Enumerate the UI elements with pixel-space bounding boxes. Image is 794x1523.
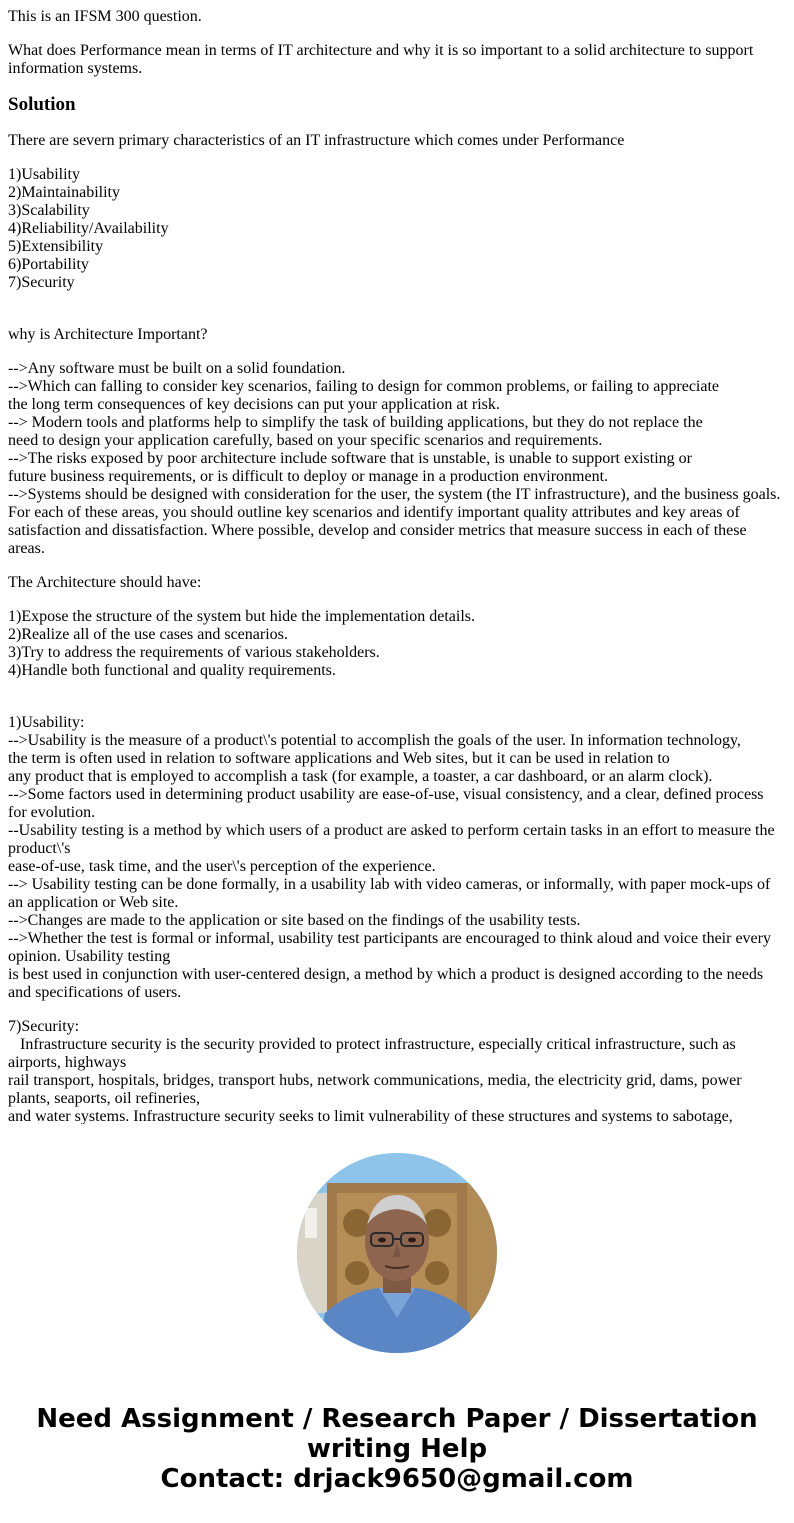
- list-item: --> Usability testing can be done formally, in a usability lab with video cameras, or informally, with paper mock-ups of an application or Web site.: [8, 876, 771, 911]
- why-heading: why is Architecture Important?: [8, 326, 208, 343]
- list-item: -->Changes are made to the application or site based on the findings of the usability tests.: [8, 912, 581, 929]
- question-intro: This is an IFSM 300 question.: [8, 8, 202, 25]
- list-item: -->The risks exposed by poor architecture include software that is unstable, is unable to support existing or: [8, 450, 692, 467]
- list-item: 3)Try to address the requirements of various stakeholders.: [8, 644, 380, 661]
- author-photo: [297, 1153, 497, 1353]
- usability-heading: 1)Usability:: [8, 714, 85, 731]
- promo-line: writing Help: [306, 1434, 488, 1464]
- question-text: What does Performance mean in terms of IT architecture and why it is so important to a solid architecture to support information systems.: [8, 42, 754, 77]
- list-item: 5)Extensibility: [8, 238, 104, 255]
- list-item: -->Which can falling to consider key scenarios, failing to design for common problems, or failing to appreciate: [8, 378, 720, 395]
- usability-section: [8, 714, 786, 1002]
- characteristics-list: [8, 166, 786, 310]
- list-item: 4)Reliability/Availability: [8, 220, 169, 237]
- blank-line: [8, 680, 786, 698]
- solution-intro: There are severn primary characteristics of an IT infrastructure which comes under Performance: [8, 132, 625, 149]
- list-item: any product that is employed to accomplish a task (for example, a toaster, a car dashboard, or an alarm clock).: [8, 768, 713, 785]
- security-section: [8, 1018, 786, 1124]
- promo-contact: Contact: drjack9650@gmail.com: [160, 1464, 634, 1494]
- list-item: need to design your application carefully, based on your specific scenarios and requirements.: [8, 432, 603, 449]
- list-item: 7)Security: [8, 274, 75, 291]
- list-item: --Usability testing is a method by which users of a product are asked to perform certain tasks in an effort to measure the product\'s: [8, 822, 775, 857]
- promo-banner: [0, 1404, 794, 1494]
- list-item: 4)Handle both functional and quality requirements.: [8, 662, 336, 679]
- list-item: rail transport, hospitals, bridges, transport hubs, network communications, media, the electricity grid, dams, power plants, seaports, oil refineries,: [8, 1072, 742, 1107]
- list-item: -->Any software must be built on a solid foundation.: [8, 360, 346, 377]
- promo-line: Need Assignment / Research Paper / Dissertation: [36, 1404, 758, 1434]
- should-heading: The Architecture should have:: [8, 574, 202, 591]
- list-item: is best used in conjunction with user-centered design, a method by which a product is designed according to the needs and specifications of users.: [8, 966, 764, 1001]
- list-item: 1)Usability: [8, 166, 80, 183]
- solution-heading: Solution: [8, 94, 76, 115]
- list-item: 2)Realize all of the use cases and scenarios.: [8, 626, 288, 643]
- why-points: [8, 360, 786, 558]
- blank-line: [8, 292, 786, 310]
- list-item: 3)Scalability: [8, 202, 90, 219]
- list-item: the long term consequences of key decisions can put your application at risk.: [8, 396, 500, 413]
- list-item: -->Whether the test is formal or informal, usability test participants are encouraged to think aloud and voice their every opinion. Usability testing: [8, 930, 771, 965]
- list-item: 6)Portability: [8, 256, 89, 273]
- portrait-image: [297, 1153, 497, 1353]
- list-item: the term is often used in relation to software applications and Web sites, but it can be used in relation to: [8, 750, 670, 767]
- list-item: -->Some factors used in determining product usability are ease-of-use, visual consistency, and a clear, defined process for evolution.: [8, 786, 764, 821]
- list-item: ease-of-use, task time, and the user\'s perception of the experience.: [8, 858, 436, 875]
- list-item: 1)Expose the structure of the system but hide the implementation details.: [8, 608, 475, 625]
- list-item: --> Modern tools and platforms help to simplify the task of building applications, but they do not replace the: [8, 414, 703, 431]
- should-points: [8, 608, 786, 698]
- list-item: -->Systems should be designed with consideration for the user, the system (the IT infrastructure), and the business goals. For each of these areas, you should outline key scenarios and identify important quality attributes and key areas of satisfaction and dissatisfaction. Where possible, develop and consider metrics that measure success in each of these areas.: [8, 486, 781, 557]
- list-item: and water systems. Infrastructure security seeks to limit vulnerability of these structures and systems to sabotage,: [8, 1108, 733, 1124]
- article-content: [8, 0, 786, 1124]
- list-item: future business requirements, or is difficult to deploy or manage in a production environment.: [8, 468, 609, 485]
- list-item: -->Usability is the measure of a product\'s potential to accomplish the goals of the user. In information technology,: [8, 732, 741, 749]
- list-item: 2)Maintainability: [8, 184, 120, 201]
- list-item: Infrastructure security is the security provided to protect infrastructure, especially critical infrastructure, such as airports, highways: [8, 1036, 736, 1071]
- security-heading: 7)Security:: [8, 1018, 80, 1035]
